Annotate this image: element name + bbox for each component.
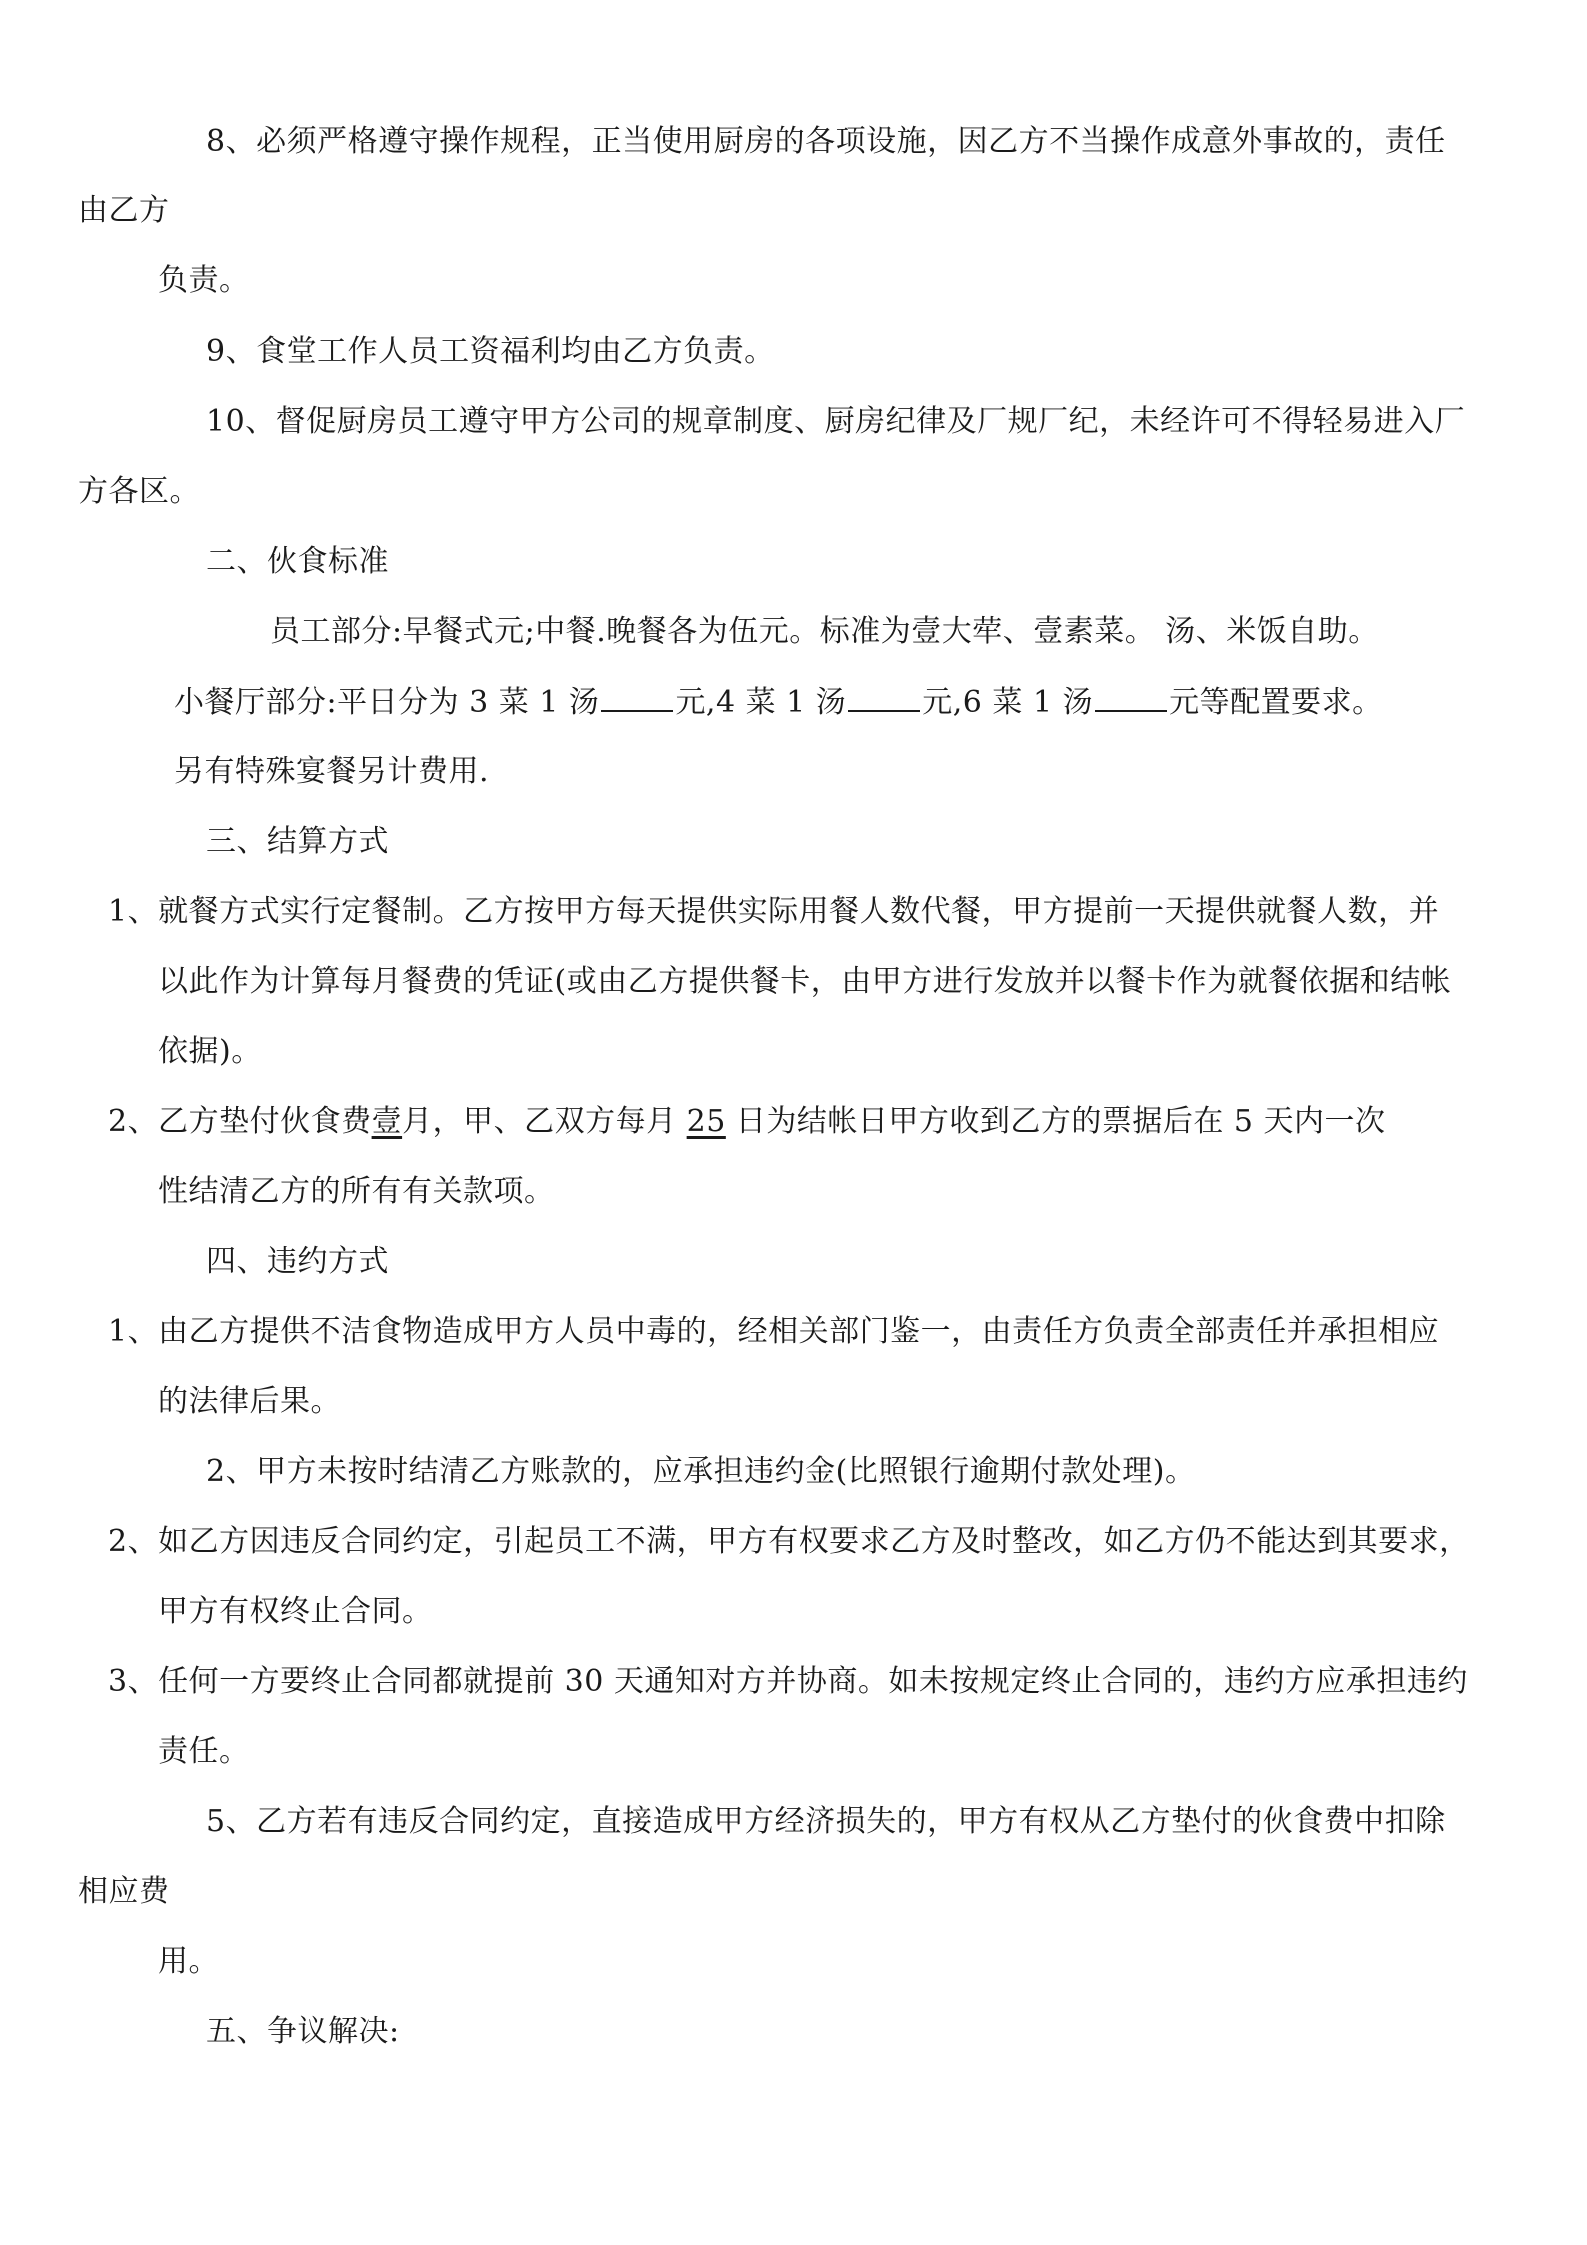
breach-3-line-2: 责任。 [158, 1734, 250, 1769]
clause-10-line-1: 10、督促厨房员工遵守甲方公司的规章制度、厨房纪律及厂规厂纪，未经许可不得轻易进入厂 [206, 404, 1466, 439]
section-5-heading: 五、争议解决: [206, 2014, 400, 2049]
clause-9: 9、食堂工作人员工资福利均由乙方负责。 [206, 334, 775, 369]
breach-1-line-2: 的法律后果。 [158, 1384, 341, 1419]
settlement-2-part-1: 2、乙方垫付伙食费 [108, 1104, 372, 1139]
breach-1-line-1: 1、由乙方提供不洁食物造成甲方人员中毒的，经相关部门鉴一，由责任方负责全部责任并承担相应 [108, 1314, 1440, 1349]
small-dining-part-4: 元等配置要求。 [1169, 685, 1383, 720]
settlement-1-line-2: 以此作为计算每月餐费的凭证(或由乙方提供餐卡，由甲方进行发放并以餐卡作为就餐依据和结帐 [158, 964, 1452, 999]
breach-5-line-1: 5、乙方若有违反合同约定，直接造成甲方经济损失的，甲方有权从乙方垫付的伙食费中扣除 [206, 1804, 1446, 1839]
breach-5-line-2: 相应费 [78, 1874, 170, 1909]
breach-5-line-3: 用。 [158, 1944, 219, 1979]
clause-10-line-2: 方各区。 [78, 474, 200, 509]
billing-day-value: 25 [686, 1104, 726, 1139]
settlement-2-part-2: 月，甲、乙双方每月 [402, 1104, 687, 1139]
small-dining-part-1: 小餐厅部分:平日分为 3 菜 1 汤 [174, 685, 600, 720]
small-dining-part-3: 元,6 菜 1 汤 [922, 685, 1094, 720]
staff-meal-standard: 员工部分:早餐式元;中餐.晚餐各为伍元。标准为壹大荦、壹素菜。 汤、米饭自助。 [270, 614, 1379, 649]
clause-8-line-1: 8、必须严格遵守操作规程，正当使用厨房的各项设施，因乙方不当操作成意外事故的，责任 [206, 124, 1446, 159]
clause-8-line-3: 负责。 [158, 263, 250, 298]
section-2-heading: 二、伙食标准 [206, 544, 389, 579]
price-blank-6-dishes [1095, 682, 1167, 712]
settlement-1-line-1: 1、就餐方式实行定餐制。乙方按甲方每天提供实际用餐人数代餐，甲方提前一天提供就餐人数，并 [108, 894, 1440, 929]
breach-2b-line-1: 2、如乙方因违反合同约定，引起员工不满，甲方有权要求乙方及时整改，如乙方仍不能达到其要求， [108, 1524, 1470, 1559]
advance-months-value: 壹 [371, 1104, 403, 1139]
settlement-2-part-3: 日为结帐日甲方收到乙方的票据后在 5 天内一次 [725, 1104, 1386, 1139]
settlement-2-line-2: 性结清乙方的所有有关款项。 [158, 1174, 555, 1209]
small-dining-part-2: 元,4 菜 1 汤 [675, 685, 847, 720]
small-dining-room-standard [174, 682, 1383, 723]
price-blank-4-dishes [848, 682, 920, 712]
breach-2a: 2、甲方未按时结清乙方账款的，应承担违约金(比照银行逾期付款处理)。 [206, 1454, 1196, 1489]
section-4-heading: 四、违约方式 [206, 1244, 389, 1279]
breach-3-line-1: 3、任何一方要终止合同都就提前 30 天通知对方并协商。如未按规定终止合同的，违约方应承担违约 [108, 1664, 1468, 1699]
clause-8-line-2: 由乙方 [78, 193, 170, 228]
price-blank-3-dishes [601, 682, 673, 712]
special-banquet-note: 另有特殊宴餐另计费用. [174, 754, 490, 789]
section-3-heading: 三、结算方式 [206, 824, 389, 859]
breach-2b-line-2: 甲方有权终止合同。 [158, 1594, 433, 1629]
settlement-1-line-3: 依据)。 [158, 1034, 262, 1069]
settlement-2-line-1 [108, 1102, 1386, 1142]
